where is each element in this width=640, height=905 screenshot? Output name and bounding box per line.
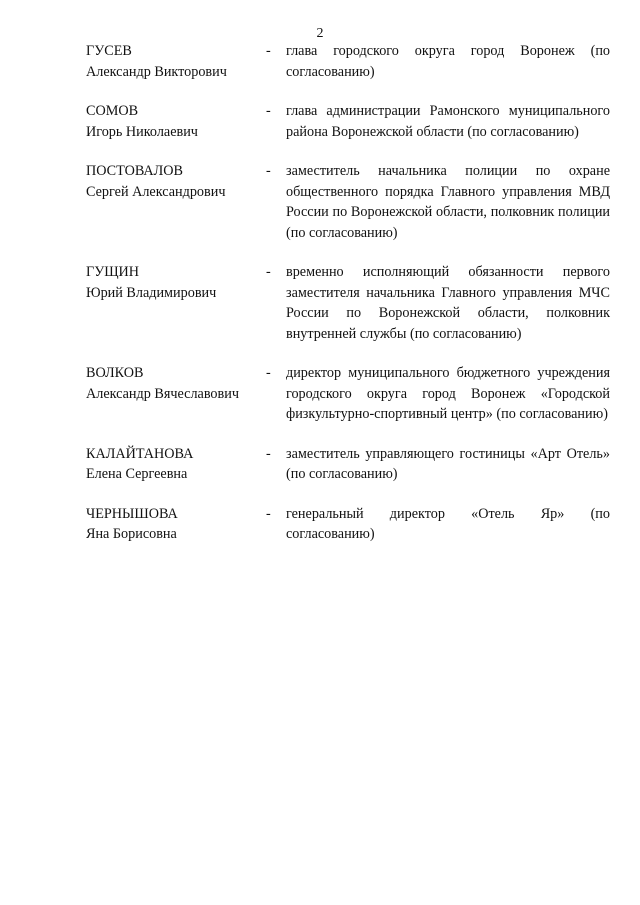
- member-given-names: Александр Вячеславович: [86, 385, 239, 402]
- member-dash: -: [266, 264, 271, 280]
- member-entry-volkov: [86, 363, 610, 425]
- member-dash: -: [266, 43, 271, 59]
- member-name: [86, 262, 256, 303]
- member-role: директор муниципального бюджетного учреждения городского округа город Воронеж «Городской физкультурно-спортивный центр» (по согласованию): [286, 365, 610, 422]
- member-given-names: Юрий Владимирович: [86, 284, 217, 301]
- member-surname: ВОЛКОВ: [86, 365, 144, 381]
- member-given-names: Александр Викторович: [86, 63, 227, 80]
- member-given-names: Игорь Николаевич: [86, 123, 198, 140]
- member-role: заместитель начальника полиции по охране общественного порядка Главного управления МВД России по Воронежской области, полковник полиции (по согласованию): [286, 163, 610, 241]
- member-name: [86, 444, 256, 485]
- member-dash: -: [266, 505, 271, 522]
- member-surname: КАЛАЙТАНОВА: [86, 445, 194, 462]
- member-surname: ГУСЕВ: [86, 43, 132, 59]
- member-surname: ПОСТОВАЛОВ: [86, 163, 183, 179]
- member-name: [86, 363, 256, 404]
- member-entry-kalaytanova: [86, 444, 610, 485]
- members-list: [86, 41, 610, 545]
- member-entry-somov: [86, 101, 610, 142]
- member-dash: -: [266, 445, 271, 462]
- member-role: глава администрации Рамонского муниципального района Воронежской области (по согласованию): [286, 103, 610, 140]
- member-surname: СОМОВ: [86, 103, 139, 119]
- member-given-names: Елена Сергеевна: [86, 466, 188, 482]
- member-role: заместитель управляющего гостиницы «Арт Отель» (по согласованию): [286, 445, 610, 482]
- member-name: [86, 504, 256, 545]
- member-name: [86, 41, 256, 82]
- member-surname: ГУЩИН: [86, 264, 140, 280]
- member-entry-gushchin: [86, 262, 610, 344]
- member-entry-gusev: [86, 41, 610, 82]
- member-role: глава городского округа город Воронеж (по согласованию): [286, 43, 610, 80]
- member-dash: -: [266, 365, 271, 381]
- member-role: генеральный директор «Отель Яр» (по согласованию): [286, 505, 610, 542]
- member-given-names: Сергей Александрович: [86, 183, 226, 200]
- member-surname: ЧЕРНЫШОВА: [86, 505, 178, 522]
- member-given-names: Яна Борисовна: [86, 526, 177, 542]
- member-entry-chernyshova: [86, 504, 610, 545]
- member-name: [86, 101, 256, 142]
- member-dash: -: [266, 103, 271, 119]
- member-role: временно исполняющий обязанности первого заместителя начальника Главного управления МЧС России по Воронежской области, полковник внутренней службы (по согласованию): [286, 264, 610, 342]
- page-number: 2: [316, 26, 324, 41]
- member-name: [86, 161, 256, 202]
- member-dash: -: [266, 163, 271, 179]
- member-entry-postovalov: [86, 161, 610, 243]
